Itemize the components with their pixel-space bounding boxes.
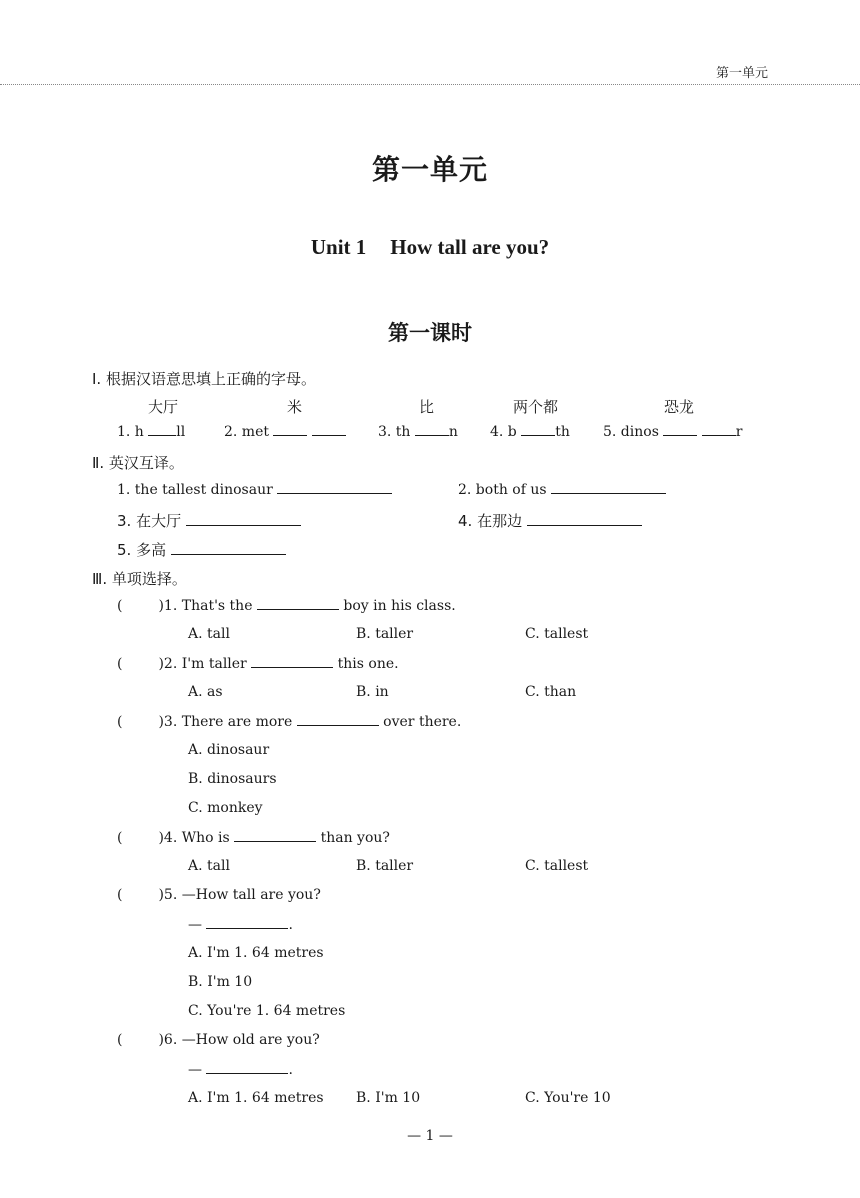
blank[interactable] <box>663 423 697 436</box>
question-5: ( )5. —How tall are you? <box>117 887 321 903</box>
blank[interactable] <box>257 597 339 610</box>
q3-option-a[interactable]: A. dinosaur <box>188 742 270 758</box>
answer-paren-open[interactable]: ( <box>117 598 123 614</box>
q4-option-b[interactable]: B. taller <box>356 858 414 874</box>
translate-item-5: 5. 多高 <box>117 539 286 560</box>
fill-item-1: 1. h ll <box>117 424 186 440</box>
q2-option-c[interactable]: C. than <box>525 684 577 700</box>
blank[interactable] <box>277 481 392 494</box>
section-2-heading: Ⅱ. 英汉互译。 <box>92 454 184 472</box>
q6-option-b[interactable]: B. I'm 10 <box>356 1090 421 1106</box>
q2-option-b[interactable]: B. in <box>356 684 389 700</box>
header-divider <box>0 84 860 85</box>
blank[interactable] <box>551 481 666 494</box>
blank[interactable] <box>206 916 288 929</box>
answer-paren-open[interactable]: ( <box>117 830 123 846</box>
blank[interactable] <box>415 423 449 436</box>
question-6: ( )6. —How old are you? <box>117 1032 320 1048</box>
q4-option-c[interactable]: C. tallest <box>525 858 589 874</box>
blank[interactable] <box>527 513 642 526</box>
q5-option-b[interactable]: B. I'm 10 <box>188 974 253 990</box>
lesson-title: 第一课时 <box>388 320 472 345</box>
section-1-heading: Ⅰ. 根据汉语意思填上正确的字母。 <box>92 370 316 388</box>
q5-answer-line: — . <box>188 917 293 933</box>
fill-item-2: 2. met <box>224 423 346 440</box>
q6-option-a[interactable]: A. I'm 1. 64 metres <box>188 1090 324 1106</box>
section-3-heading: Ⅲ. 单项选择。 <box>92 570 187 588</box>
translate-item-2: 2. both of us <box>458 481 666 498</box>
question-4: ( )4. Who is than you? <box>117 830 390 846</box>
unit-label: Unit 1 <box>310 235 367 259</box>
q4-option-a[interactable]: A. tall <box>188 858 230 874</box>
running-header: 第一单元 <box>715 66 768 81</box>
question-2: ( )2. I'm taller this one. <box>117 656 399 672</box>
page-number: — 1 — <box>407 1128 453 1144</box>
q3-option-b[interactable]: B. dinosaurs <box>188 771 277 787</box>
q1-option-b[interactable]: B. taller <box>356 626 414 642</box>
hint-hall: 大厅 <box>148 398 179 416</box>
q3-option-c[interactable]: C. monkey <box>188 800 263 816</box>
blank[interactable] <box>148 423 176 436</box>
translate-item-4: 4. 在那边 <box>458 510 642 531</box>
answer-paren-open[interactable]: ( <box>117 714 123 730</box>
hint-dinosaur: 恐龙 <box>664 398 695 416</box>
fill-item-3: 3. th n <box>378 424 458 440</box>
question-1: ( )1. That's the boy in his class. <box>117 598 456 614</box>
answer-paren-open[interactable]: ( <box>117 656 123 672</box>
q6-answer-line: — . <box>188 1062 293 1078</box>
blank[interactable] <box>521 423 555 436</box>
answer-paren-open[interactable]: ( <box>117 1032 123 1048</box>
translate-item-3: 3. 在大厅 <box>117 510 301 531</box>
hint-than: 比 <box>419 398 435 416</box>
blank[interactable] <box>206 1061 288 1074</box>
blank[interactable] <box>234 829 316 842</box>
answer-paren-open[interactable]: ( <box>117 887 123 903</box>
q5-option-a[interactable]: A. I'm 1. 64 metres <box>188 945 324 961</box>
blank[interactable] <box>297 713 379 726</box>
translate-item-1: 1. the tallest dinosaur <box>117 481 392 498</box>
unit-question: How tall are you? <box>390 235 550 259</box>
blank[interactable] <box>702 423 736 436</box>
unit-title-en <box>0 235 860 260</box>
q6-option-c[interactable]: C. You're 10 <box>525 1090 611 1106</box>
q5-option-c[interactable]: C. You're 1. 64 metres <box>188 1003 346 1019</box>
blank[interactable] <box>312 423 346 436</box>
q1-option-c[interactable]: C. tallest <box>525 626 589 642</box>
hint-metre: 米 <box>287 398 303 416</box>
fill-item-4: 4. b th <box>490 424 570 440</box>
blank[interactable] <box>186 513 301 526</box>
q1-option-a[interactable]: A. tall <box>188 626 230 642</box>
blank[interactable] <box>273 423 307 436</box>
blank[interactable] <box>171 542 286 555</box>
blank[interactable] <box>251 655 333 668</box>
question-3: ( )3. There are more over there. <box>117 714 462 730</box>
fill-item-5: 5. dinos r <box>603 424 743 440</box>
q2-option-a[interactable]: A. as <box>188 684 223 700</box>
hint-both: 两个都 <box>513 398 559 416</box>
unit-title-cn: 第一单元 <box>371 153 488 186</box>
